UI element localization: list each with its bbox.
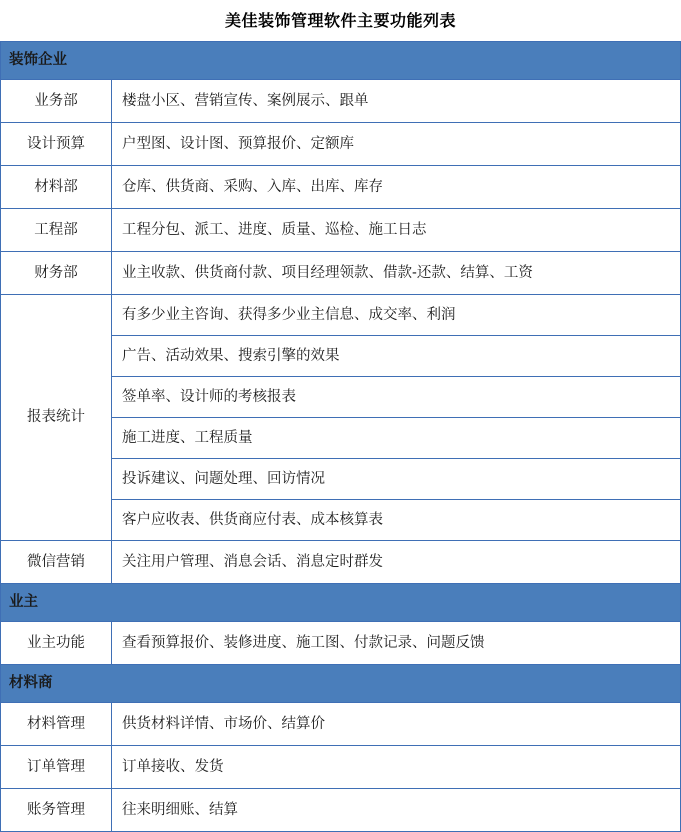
row-description: 业主收款、供货商付款、项目经理领款、借款-还款、结算、工资	[112, 252, 681, 295]
table-row	[1, 166, 681, 209]
row-description: 施工进度、工程质量	[112, 418, 681, 459]
row-description: 签单率、设计师的考核报表	[112, 377, 681, 418]
row-description: 户型图、设计图、预算报价、定额库	[112, 123, 681, 166]
row-label: 微信营销	[1, 541, 112, 584]
table-row	[1, 622, 681, 665]
function-list-table	[0, 41, 681, 832]
row-label: 业主功能	[1, 622, 112, 665]
section-title: 业主	[1, 584, 681, 622]
row-label: 账务管理	[1, 789, 112, 832]
table-row	[1, 123, 681, 166]
table-row	[1, 80, 681, 123]
row-description: 投诉建议、问题处理、回访情况	[112, 459, 681, 500]
row-description: 工程分包、派工、进度、质量、巡检、施工日志	[112, 209, 681, 252]
table-row	[1, 789, 681, 832]
row-label: 订单管理	[1, 746, 112, 789]
table-row	[1, 746, 681, 789]
section-header-row	[1, 584, 681, 622]
row-description: 客户应收表、供货商应付表、成本核算表	[112, 500, 681, 541]
section-title: 装饰企业	[1, 42, 681, 80]
row-label: 财务部	[1, 252, 112, 295]
row-label: 设计预算	[1, 123, 112, 166]
row-description: 仓库、供货商、采购、入库、出库、库存	[112, 166, 681, 209]
section-title: 材料商	[1, 665, 681, 703]
row-label: 材料部	[1, 166, 112, 209]
row-description: 供货材料详情、市场价、结算价	[112, 703, 681, 746]
table-row	[1, 209, 681, 252]
section-header-row	[1, 42, 681, 80]
row-label: 业务部	[1, 80, 112, 123]
row-label: 材料管理	[1, 703, 112, 746]
row-label: 工程部	[1, 209, 112, 252]
table-row	[1, 703, 681, 746]
table-row	[1, 252, 681, 295]
row-description: 关注用户管理、消息会话、消息定时群发	[112, 541, 681, 584]
row-description: 订单接收、发货	[112, 746, 681, 789]
page-title: 美佳装饰管理软件主要功能列表	[224, 13, 456, 30]
row-label: 报表统计	[1, 295, 112, 541]
row-description: 广告、活动效果、搜索引擎的效果	[112, 336, 681, 377]
row-description: 有多少业主咨询、获得多少业主信息、成交率、利润	[112, 295, 681, 336]
row-description: 往来明细账、结算	[112, 789, 681, 832]
table-row	[1, 295, 681, 336]
row-description: 查看预算报价、装修进度、施工图、付款记录、问题反馈	[112, 622, 681, 665]
row-description: 楼盘小区、营销宣传、案例展示、跟单	[112, 80, 681, 123]
section-header-row	[1, 665, 681, 703]
table-row	[1, 541, 681, 584]
table-body	[1, 42, 681, 832]
